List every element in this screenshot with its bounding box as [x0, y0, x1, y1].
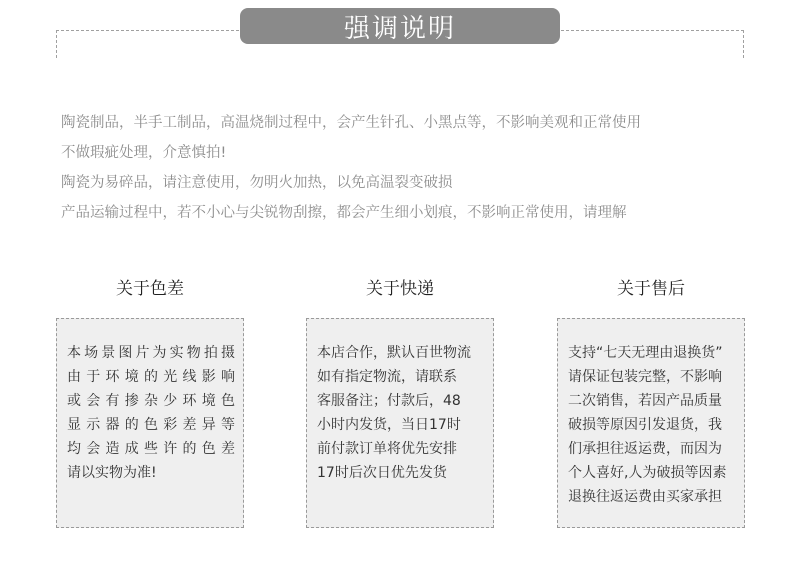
box-line: 本店合作，默认百世物流 [317, 345, 471, 361]
box-line: 17时后次日优先发货 [317, 465, 447, 481]
color-difference-box [56, 318, 244, 528]
box-line: 客服备注；付款后，48 [317, 393, 461, 409]
box-line: 显示器的色彩差异等 [67, 417, 235, 433]
note-line: 不做瑕疵处理，介意慎拍! [61, 145, 227, 161]
shipping-box [306, 318, 494, 528]
box-line: 均会造成些许的色差 [67, 441, 235, 457]
box-line: 个人喜好,人为破损等因素 [568, 465, 727, 481]
after-sales-box [557, 318, 745, 528]
note-line: 产品运输过程中，若不小心与尖锐物刮擦，都会产生细小划痕，不影响正常使用，请理解 [61, 205, 627, 221]
shipping-title: 关于快递 [366, 279, 434, 299]
box-line: 小时内发货，当日17时 [317, 417, 461, 433]
box-line: 本场景图片为实物拍摄 [67, 345, 235, 361]
color-difference-title: 关于色差 [116, 279, 184, 299]
note-line: 陶瓷为易碎品，请注意使用，勿明火加热，以免高温裂变破损 [61, 175, 453, 191]
note-line: 陶瓷制品，半手工制品，高温烧制过程中，会产生针孔、小黑点等，不影响美观和正常使用 [61, 115, 641, 131]
box-line: 支持“七天无理由退换货” [568, 345, 723, 361]
box-line: 破损等原因引发退货，我 [568, 417, 722, 433]
after-sales-title: 关于售后 [617, 279, 685, 299]
box-line: 或会有掺杂少环境色 [67, 393, 235, 409]
box-line: 请保证包装完整，不影响 [568, 369, 722, 385]
box-line: 请以实物为准! [67, 465, 157, 481]
box-line: 前付款订单将优先安排 [317, 441, 457, 457]
box-line: 们承担往返运费，而因为 [568, 441, 722, 457]
section-title: 强调说明 [240, 8, 560, 44]
box-line: 二次销售，若因产品质量 [568, 393, 722, 409]
notes-block [61, 108, 761, 228]
box-line: 退换往返运费由买家承担 [568, 489, 722, 505]
box-line: 如有指定物流，请联系 [317, 369, 457, 385]
box-line: 由于环境的光线影响 [67, 369, 235, 385]
